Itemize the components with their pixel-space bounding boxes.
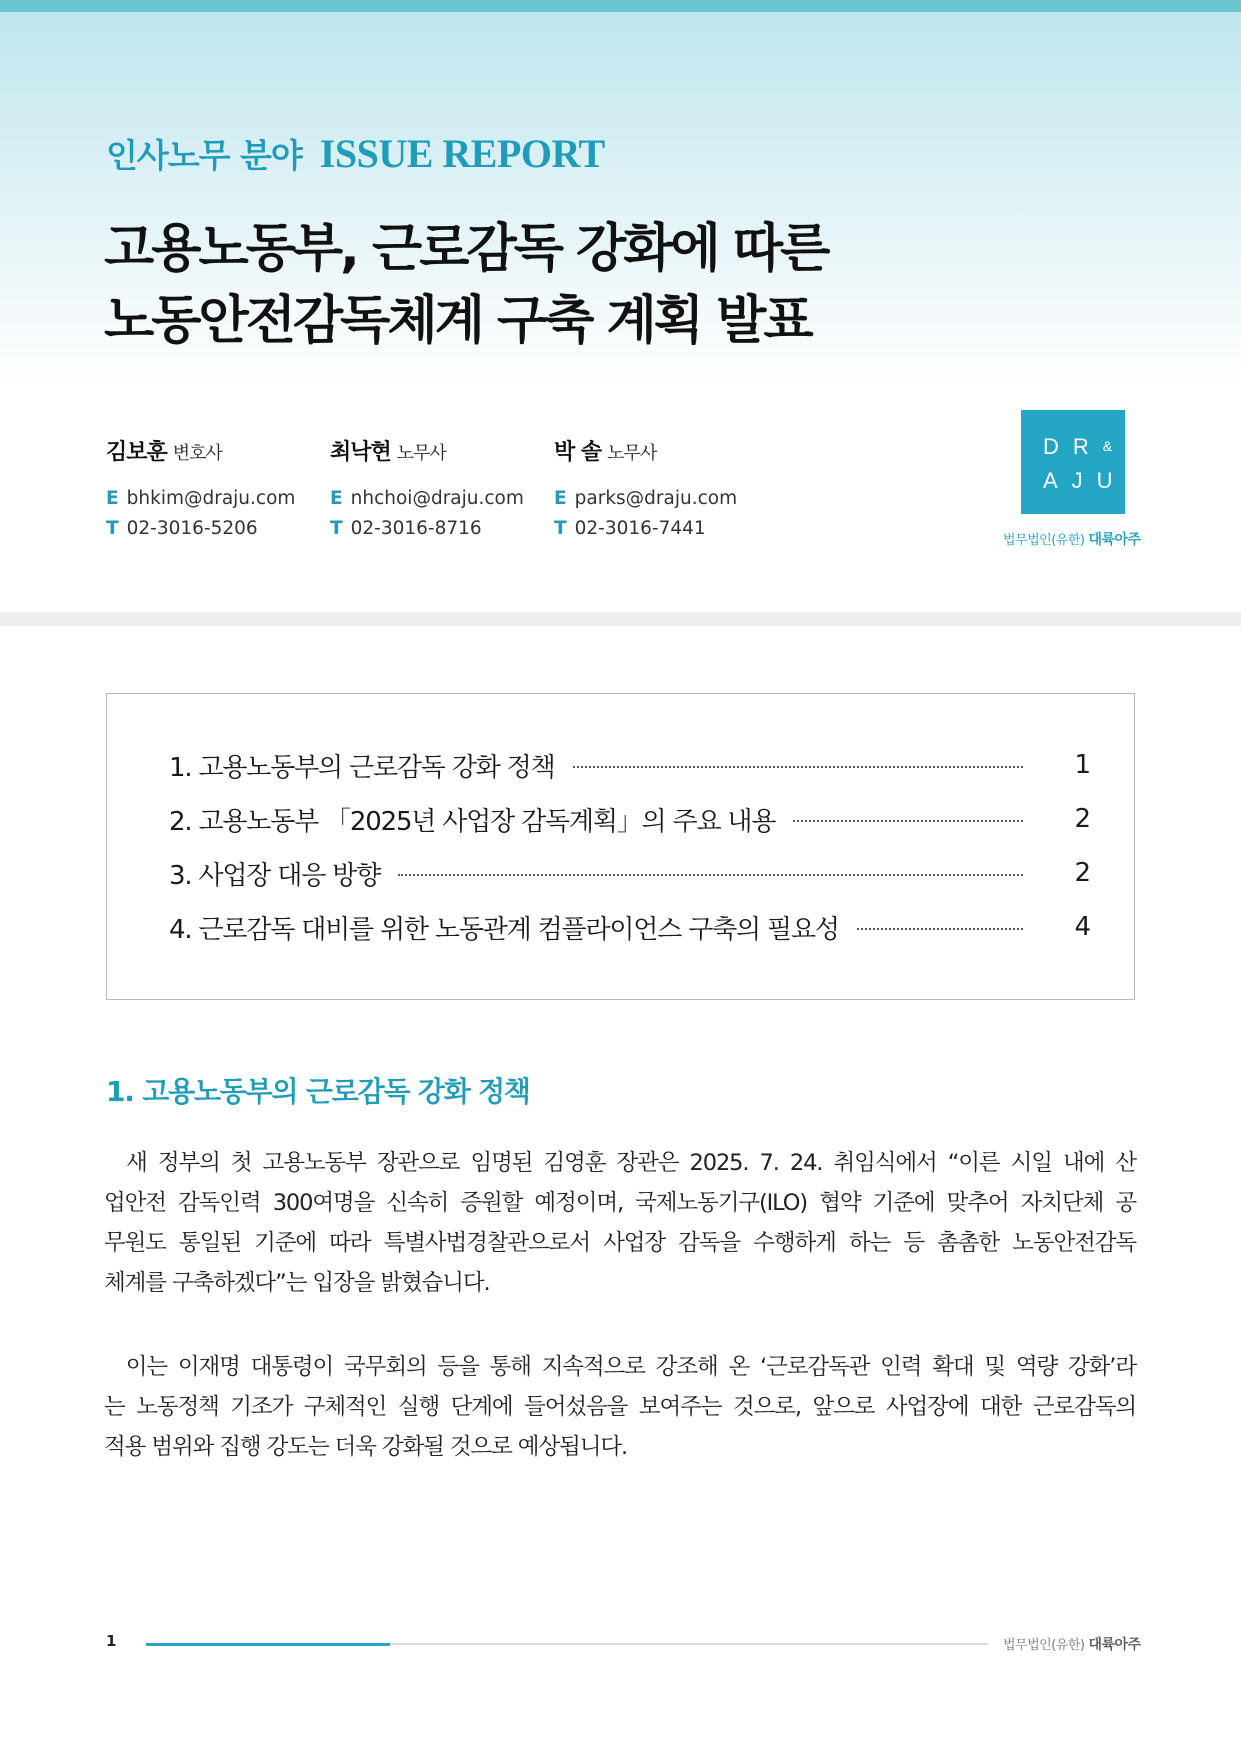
firm-name: 대륙아주 (1088, 532, 1141, 548)
email-label: E (330, 488, 343, 509)
email-label: E (554, 488, 567, 509)
footer-firm-name (1003, 1634, 1141, 1654)
toc-item[interactable] (169, 745, 1091, 785)
toc-item-page: 2 (1074, 858, 1091, 888)
body-paragraph (104, 1143, 1136, 1303)
logo-row-1 (1043, 434, 1112, 460)
author-phone: 02-3016-7441 (574, 518, 706, 539)
logo-ampersand: & (1102, 438, 1113, 454)
kicker-korean: 인사노무 분야 (106, 136, 302, 175)
toc-item-page: 2 (1074, 804, 1091, 834)
section-heading: 1. 고용노동부의 근로감독 강화 정책 (106, 1075, 530, 1108)
footer-rule (146, 1643, 988, 1645)
author-email-link[interactable]: bhkim@draju.com (126, 488, 296, 509)
toc-item-page: 1 (1074, 750, 1091, 780)
phone-label: T (106, 518, 119, 539)
author-role: 노무사 (396, 443, 446, 464)
firm-prefix: 법무법인(유한) (1003, 533, 1085, 548)
footer-rule-accent (146, 1643, 390, 1646)
author-name: 최낙현 (330, 440, 391, 465)
report-kicker (106, 130, 605, 177)
toc-item-title: 4. 근로감독 대비를 위한 노동관계 컴플라이언스 구축의 필요성 (169, 914, 839, 945)
toc-leader-dots (398, 874, 1023, 876)
paragraph-line: 무원도 통일된 기준에 따라 특별사법경찰관으로서 사업장 감독을 수행하게 하는 등 촘촘한 노동안전감독 (104, 1230, 1136, 1256)
toc-item[interactable] (169, 907, 1091, 947)
body-paragraph (104, 1347, 1136, 1467)
paragraph-line: 체계를 구축하겠다”는 입장을 밝혔습니다. (104, 1270, 490, 1296)
toc-item-title: 3. 사업장 대응 방향 (169, 860, 381, 891)
author-role: 노무사 (607, 443, 657, 464)
author-name: 박 솔 (554, 440, 602, 465)
top-accent-bar (0, 0, 1241, 12)
toc-item[interactable] (169, 853, 1091, 893)
author-email-link[interactable]: nhchoi@draju.com (350, 488, 524, 509)
toc-leader-dots (573, 766, 1024, 768)
firm-logo (1021, 410, 1125, 514)
author-email-link[interactable]: parks@draju.com (574, 488, 738, 509)
author-card (554, 435, 774, 539)
toc-item-title: 2. 고용노동부 「2025년 사업장 감독계획」의 주요 내용 (169, 806, 776, 837)
author-role: 변호사 (172, 443, 222, 464)
logo-dr: DR (1043, 434, 1103, 459)
page-title (104, 213, 1004, 357)
footer-firm-label: 대륙아주 (1088, 1637, 1141, 1653)
kicker-english: ISSUE REPORT (319, 131, 605, 176)
logo-row-2: AJU (1043, 468, 1127, 493)
phone-label: T (554, 518, 567, 539)
author-card (106, 435, 326, 539)
author-phone: 02-3016-8716 (350, 518, 482, 539)
toc-item[interactable] (169, 799, 1091, 839)
toc-leader-dots (793, 820, 1023, 822)
toc-leader-dots (857, 928, 1023, 930)
phone-label: T (330, 518, 343, 539)
paragraph-line: 이는 이재명 대통령이 국무회의 등을 통해 지속적으로 강조해 온 ‘근로감독관 인력 확대 및 역량 강화’라 (104, 1354, 1136, 1380)
toc-item-page: 4 (1074, 912, 1091, 942)
firm-name-caption (1003, 529, 1141, 549)
toc-item-title: 1. 고용노동부의 근로감독 강화 정책 (169, 752, 555, 783)
page-number: 1 (106, 1632, 117, 1650)
title-line-2: 노동안전감독체계 구축 계획 발표 (104, 291, 811, 351)
paragraph-line: 적용 범위와 집행 강도는 더욱 강화될 것으로 예상됩니다. (104, 1434, 628, 1460)
paragraph-line: 는 노동정책 기조가 구체적인 실행 단계에 들어섰음을 보여주는 것으로, 앞으로 사업장에 대한 근로감독의 (104, 1394, 1136, 1420)
email-label: E (106, 488, 119, 509)
author-name: 김보훈 (106, 440, 167, 465)
paragraph-line: 새 정부의 첫 고용노동부 장관으로 임명된 김영훈 장관은 2025. 7. 24. 취임식에서 “이른 시일 내에 산 (104, 1150, 1136, 1176)
author-card (330, 435, 550, 539)
paragraph-line: 업안전 감독인력 300여명을 신속히 증원할 예정이며, 국제노동기구(ILO) 협약 기준에 맞추어 자치단체 공 (104, 1190, 1136, 1216)
author-phone: 02-3016-5206 (126, 518, 258, 539)
footer-firm-prefix: 법무법인(유한) (1003, 1638, 1085, 1653)
title-line-1: 고용노동부, 근로감독 강화에 따른 (104, 219, 828, 279)
section-divider (0, 612, 1241, 626)
table-of-contents (106, 693, 1135, 1000)
